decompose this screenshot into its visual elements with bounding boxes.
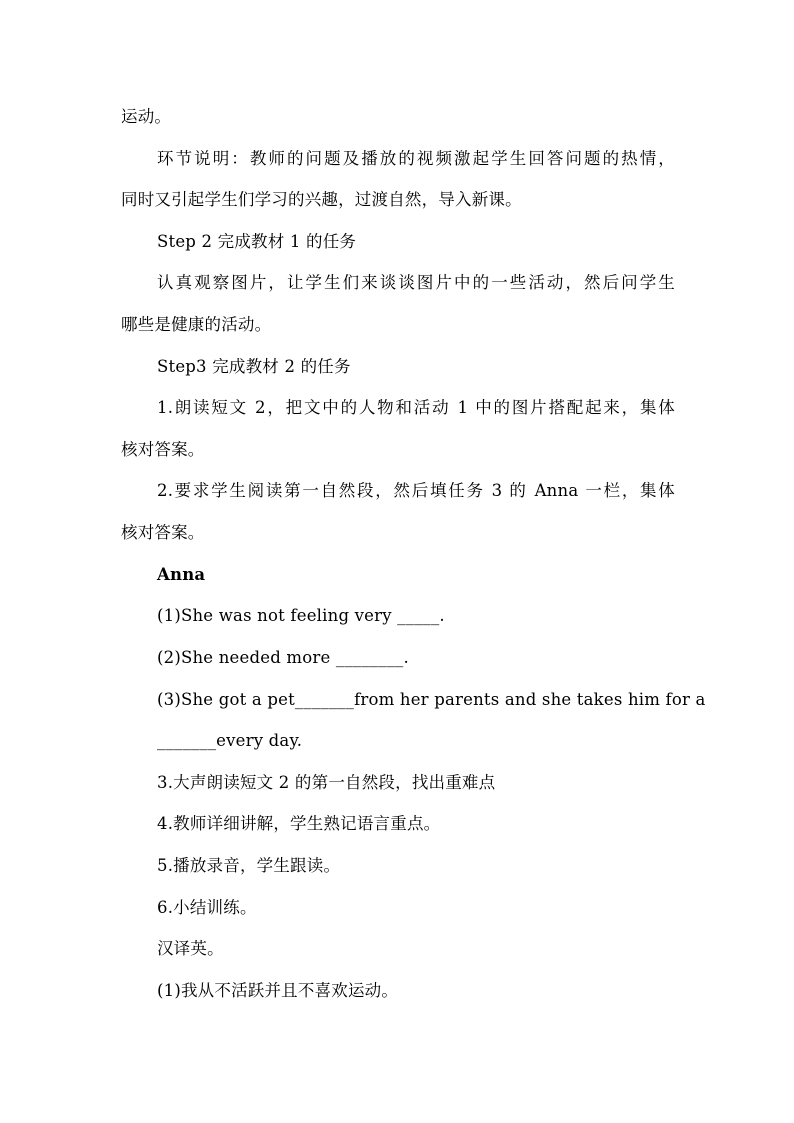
- text-line: 运动。: [121, 107, 172, 126]
- text-line: 认真观察图片，让学生们来谈谈图片中的一些活动，然后问学生: [157, 273, 675, 292]
- list-item: 1.朗读短文 2，把文中的人物和活动 1 中的图片搭配起来，集体: [157, 398, 675, 417]
- list-item: 4.教师详细讲解，学生熟记语言重点。: [157, 814, 441, 833]
- list-item: 2.要求学生阅读第一自然段，然后填任务 3 的 Anna 一栏，集体: [157, 481, 675, 500]
- exercise-item-continued: _______every day.: [157, 731, 303, 750]
- section-heading: Step 2 完成教材 1 的任务: [157, 232, 357, 251]
- text-line: 核对答案。: [121, 523, 205, 542]
- exercise-item: (1)我从不活跃并且不喜欢运动。: [157, 981, 399, 1000]
- text-line: 同时又引起学生们学习的兴趣，过渡自然，导入新课。: [121, 190, 522, 209]
- exercise-item: (1)She was not feeling very _____.: [157, 606, 445, 625]
- text-line: 环节说明：教师的问题及播放的视频激起学生回答问题的热情，: [157, 149, 675, 168]
- list-item: 6.小结训练。: [157, 898, 257, 917]
- text-line: 核对答案。: [121, 440, 205, 459]
- exercise-label: Anna: [157, 565, 206, 584]
- section-heading: Step3 完成教材 2 的任务: [157, 357, 351, 376]
- list-item: 5.播放录音，学生跟读。: [157, 856, 341, 875]
- text-line: 汉译英。: [157, 939, 224, 958]
- text-line: 哪些是健康的活动。: [121, 315, 272, 334]
- exercise-item: (3)She got a pet_______from her parents and she takes him for a: [157, 690, 706, 709]
- exercise-item: (2)She needed more ________.: [157, 648, 409, 667]
- list-item: 3.大声朗读短文 2 的第一自然段，找出重难点: [157, 773, 496, 792]
